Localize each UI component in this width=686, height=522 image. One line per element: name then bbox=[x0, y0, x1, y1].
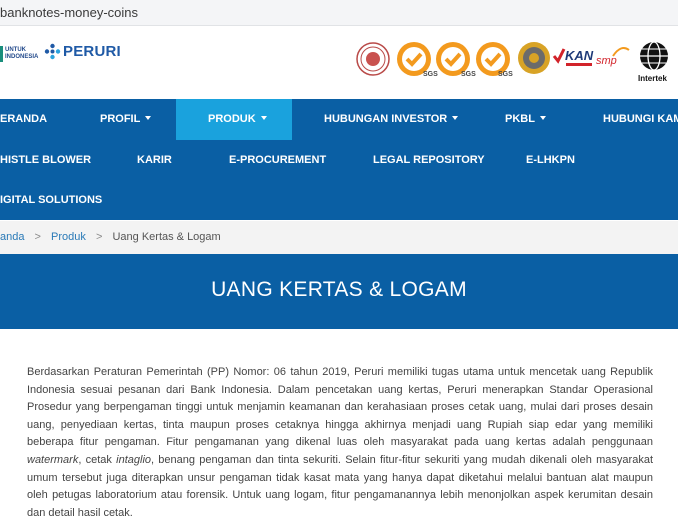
nav-label: HISTLE BLOWER bbox=[0, 154, 92, 166]
smp-swoosh-icon bbox=[612, 46, 630, 58]
peruri-logo[interactable] bbox=[44, 42, 121, 64]
nav-item-hubungi-kami[interactable] bbox=[603, 99, 686, 140]
nav-item-digital-solutions[interactable] bbox=[0, 180, 102, 219]
watermark-term: watermark bbox=[27, 453, 79, 466]
kan-logo-text: KAN bbox=[565, 48, 594, 63]
main-nav-row-1 bbox=[0, 99, 686, 140]
intertek-label: Intertek bbox=[638, 74, 667, 83]
nav-label: PKBL bbox=[505, 113, 535, 125]
nav-label: PROFIL bbox=[100, 113, 141, 125]
untuk-indonesia-bar bbox=[0, 46, 3, 62]
breadcrumb-home-link[interactable]: anda bbox=[0, 231, 25, 243]
browser-url-bar[interactable] bbox=[0, 0, 678, 26]
nav-label: HUBUNGAN INVESTOR bbox=[324, 113, 448, 125]
nav-item-e-lhkpn[interactable] bbox=[526, 140, 575, 180]
nav-label: KARIR bbox=[137, 154, 172, 166]
logo-header bbox=[0, 26, 678, 99]
certification-gear-icon bbox=[516, 40, 552, 76]
nav-item-pkbl[interactable] bbox=[505, 99, 565, 140]
chevron-down-icon bbox=[540, 116, 546, 120]
kan-underline bbox=[566, 63, 592, 66]
nav-item-whistle-blower[interactable] bbox=[0, 140, 91, 180]
indonesia-label: INDONESIA bbox=[5, 54, 39, 60]
nav-item-beranda[interactable] bbox=[0, 99, 70, 140]
nav-label: HUBUNGI KAMI bbox=[603, 113, 686, 125]
nav-label: LEGAL REPOSITORY bbox=[373, 154, 485, 166]
untuk-label: UNTUK bbox=[5, 47, 26, 53]
intertek-globe-icon bbox=[638, 40, 670, 72]
breadcrumb-separator: > bbox=[95, 231, 103, 243]
iso-seal-icon bbox=[356, 42, 390, 76]
paragraph-text-start: Berdasarkan Peraturan Pemerintah (PP) Nomor: 06 tahun 2019, Peruri memiliki tugas utama untuk mencetak uang Republik Indonesia sesuai pesanan dari Bank Indonesia. Dalam pencetakan uang kertas, Peruri menerapkan Standar Operasional Prosedur yang berpengaman tinggi untuk menjamin keamanan dan kerahasiaan proses cetak uang, mulai dari proses desain uang, penyediaan kertas, tinta maupun proses cetaknya hingga akhirnya menjadi uang Rupiah siap edar yang memiliki beberapa fitur pengaman. Fitur pengamanan yang dikenal luas oleh masyarakat pada uang kertas adalah penggunaan bbox=[27, 366, 653, 449]
nav-label: IGITAL SOLUTIONS bbox=[0, 194, 103, 206]
paragraph-text-mid: , cetak bbox=[78, 453, 112, 466]
untuk-indonesia-logo bbox=[0, 46, 38, 66]
nav-item-profil[interactable] bbox=[100, 99, 170, 140]
nav-item-karir[interactable] bbox=[137, 140, 172, 180]
nav-label: ERANDA bbox=[0, 113, 48, 125]
chevron-down-icon bbox=[452, 116, 458, 120]
peruri-emblem-icon bbox=[44, 43, 61, 60]
sgs-label-3: SGS bbox=[498, 71, 513, 78]
breadcrumb-produk-link[interactable]: Produk bbox=[51, 231, 86, 243]
kan-check-icon bbox=[553, 48, 565, 64]
url-text[interactable]: banknotes-money-coins bbox=[0, 5, 139, 20]
paragraph-text-end: , benang pengaman dan tinta sekuriti. Selain fitur-fitur sekuriti yang mudah dikenali oleh masyarakat umum tersebut juga diterapkan unsur pengaman tidak kasat mata yang hanya dapat diketahui melalui bantuan alat maupun oleh petugas laboratorium atau forensik. Untuk uang logam, fitur pengamanannya lebih menonjolkan aspek kerumitan desain dan detail hasil cetak. bbox=[27, 453, 653, 519]
breadcrumb-separator: > bbox=[34, 231, 41, 243]
breadcrumb-current: Uang Kertas & Logam bbox=[112, 231, 221, 243]
sgs-label-2: SGS bbox=[461, 71, 476, 78]
article-paragraph bbox=[27, 364, 653, 522]
article-body bbox=[27, 364, 653, 522]
nav-label: E-LHKPN bbox=[526, 154, 575, 166]
nav-label: PRODUK bbox=[208, 113, 256, 125]
chevron-down-icon bbox=[261, 116, 267, 120]
page-title: UANG KERTAS & LOGAM bbox=[211, 278, 467, 301]
peruri-brand-name: PERURI bbox=[63, 43, 121, 60]
main-nav-row-2 bbox=[0, 140, 678, 180]
nav-item-hubungan-investor[interactable] bbox=[324, 99, 454, 140]
nav-label: E-PROCUREMENT bbox=[229, 154, 327, 166]
intaglio-term: intaglio bbox=[116, 453, 152, 466]
main-nav-row-3 bbox=[0, 180, 678, 220]
chevron-down-icon bbox=[145, 116, 151, 120]
smp-logo-text: smp bbox=[596, 55, 617, 67]
breadcrumb bbox=[0, 221, 678, 254]
page-title-banner bbox=[0, 254, 678, 329]
nav-item-produk[interactable] bbox=[176, 99, 292, 140]
nav-item-legal-repository[interactable] bbox=[373, 140, 485, 180]
sgs-label-1: SGS bbox=[423, 71, 438, 78]
nav-item-e-procurement[interactable] bbox=[229, 140, 326, 180]
